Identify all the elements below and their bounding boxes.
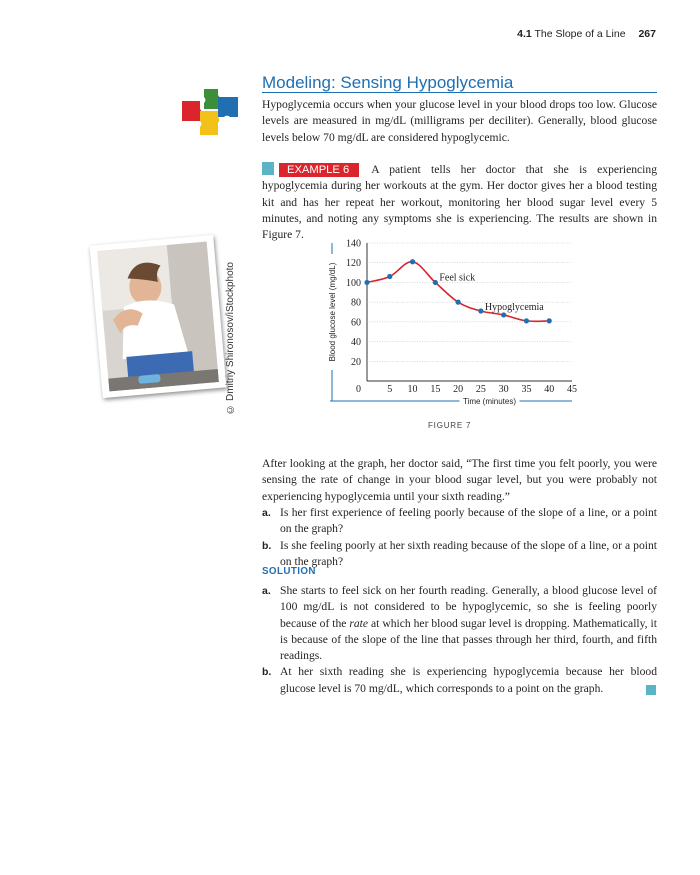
page-title: Modeling: Sensing Hypoglycemia xyxy=(262,73,514,92)
solution-a-emphasis: rate xyxy=(349,616,369,630)
data-point xyxy=(478,308,483,313)
solution-a xyxy=(262,583,657,664)
y-axis-label: Blood glucose level (mg/dL) xyxy=(328,262,337,362)
data-point xyxy=(524,318,529,323)
y-tick-label: 120 xyxy=(346,258,361,270)
x-tick-label: 30 xyxy=(498,384,509,395)
figure-caption: FIGURE 7 xyxy=(428,421,472,430)
x-tick-label: 35 xyxy=(521,384,532,395)
woman-resting-image xyxy=(97,241,219,391)
data-point xyxy=(410,259,415,264)
question-list xyxy=(262,505,657,570)
x-tick-label: 45 xyxy=(567,384,577,395)
solution-a-text-2: at which her blood sugar level is dropping. Mathematically, it is because of the slope of the line that passes through her third, fourth, and fifth readings. xyxy=(280,616,657,663)
question-b xyxy=(262,538,657,571)
annotation-feel-sick: Feel sick xyxy=(439,272,476,284)
title-rule xyxy=(262,92,657,93)
end-of-example-marker xyxy=(646,682,656,700)
x-tick-label: 10 xyxy=(407,384,418,395)
x-tick-label: 25 xyxy=(475,384,486,395)
question-a-label: a. xyxy=(262,507,271,519)
page-number: 267 xyxy=(638,28,656,40)
running-head xyxy=(517,28,656,40)
question-b-text: Is she feeling poorly at her sixth reading because of the slope of a line, or a point on the graph? xyxy=(280,538,657,568)
y-tick-label: 80 xyxy=(351,297,361,309)
solution-b-label: b. xyxy=(262,666,272,679)
x-tick-label: 5 xyxy=(387,384,393,395)
data-point xyxy=(456,300,461,305)
data-point xyxy=(364,280,369,285)
puzzle-icon xyxy=(178,85,242,137)
intro-paragraph: Hypoglycemia occurs when your glucose level in your blood drops too low. Glucose levels are measured in mg/dL (milligrams per deciliter). Generally, blood glucose levels below 70 mg/dL are considered hypoglycemic. xyxy=(262,98,657,144)
question-b-label: b. xyxy=(262,539,272,552)
data-point xyxy=(501,312,506,317)
solution-b xyxy=(262,664,657,697)
example-label: EXAMPLE 6 xyxy=(279,163,359,177)
example-text: A patient tells her doctor that she is experiencing hypoglycemia during her workouts at the gym. Her doctor gives her a blood testing kit and has her repeat her workout, monitoring her blood sugar level every 5 minutes, and noting any symptoms she is experiencing. The results are shown in Figure 7. xyxy=(262,163,657,242)
solution-heading: SOLUTION xyxy=(262,566,316,577)
solution-list xyxy=(262,583,657,697)
x-axis-label: Time (minutes) xyxy=(462,397,517,406)
question-a xyxy=(262,505,657,538)
solution-b-text: At her sixth reading she is experiencing hypoglycemia because her blood glucose level is 70 mg/dL, which corresponds to a point on the graph. xyxy=(280,665,657,695)
question-a-text: Is her first experience of feeling poorly because of the slope of a line, or a point on the graph? xyxy=(280,506,657,536)
glucose-chart xyxy=(322,232,580,412)
data-point xyxy=(387,274,392,279)
section-number: 4.1 xyxy=(517,28,532,40)
workout-photo xyxy=(90,235,227,398)
x-tick-label: 20 xyxy=(453,384,464,395)
y-tick-label: 40 xyxy=(351,337,361,349)
solution-a-text-1: She starts to feel sick on her fourth reading. Generally, a blood glucose level of 100 mg/dL is not considered to be hypoglycemic, so she is feeling poorly because of the xyxy=(280,584,657,630)
section-title: The Slope of a Line xyxy=(534,28,626,40)
y-tick-label: 60 xyxy=(351,317,361,329)
y-tick-label: 20 xyxy=(351,356,361,368)
data-point xyxy=(547,318,552,323)
solution-a-label: a. xyxy=(262,585,271,597)
annotation-hypoglycemia: Hypoglycemia xyxy=(484,302,544,314)
doctor-quote-paragraph: After looking at the graph, her doctor said, “The first time you felt poorly, you were sensing the rate of change in your blood sugar level, but you were probably not experiencing hypoglycemia until your sixth reading.” xyxy=(262,457,657,503)
origin-label: 0 xyxy=(356,384,361,395)
x-tick-label: 40 xyxy=(544,384,555,395)
example-marker xyxy=(262,162,274,175)
data-point xyxy=(433,280,438,285)
y-tick-label: 140 xyxy=(346,238,361,250)
x-tick-label: 15 xyxy=(430,384,441,395)
y-tick-label: 100 xyxy=(346,277,361,289)
photo-credit: © Dmitriy Shironosov/iStockphoto xyxy=(225,262,236,415)
